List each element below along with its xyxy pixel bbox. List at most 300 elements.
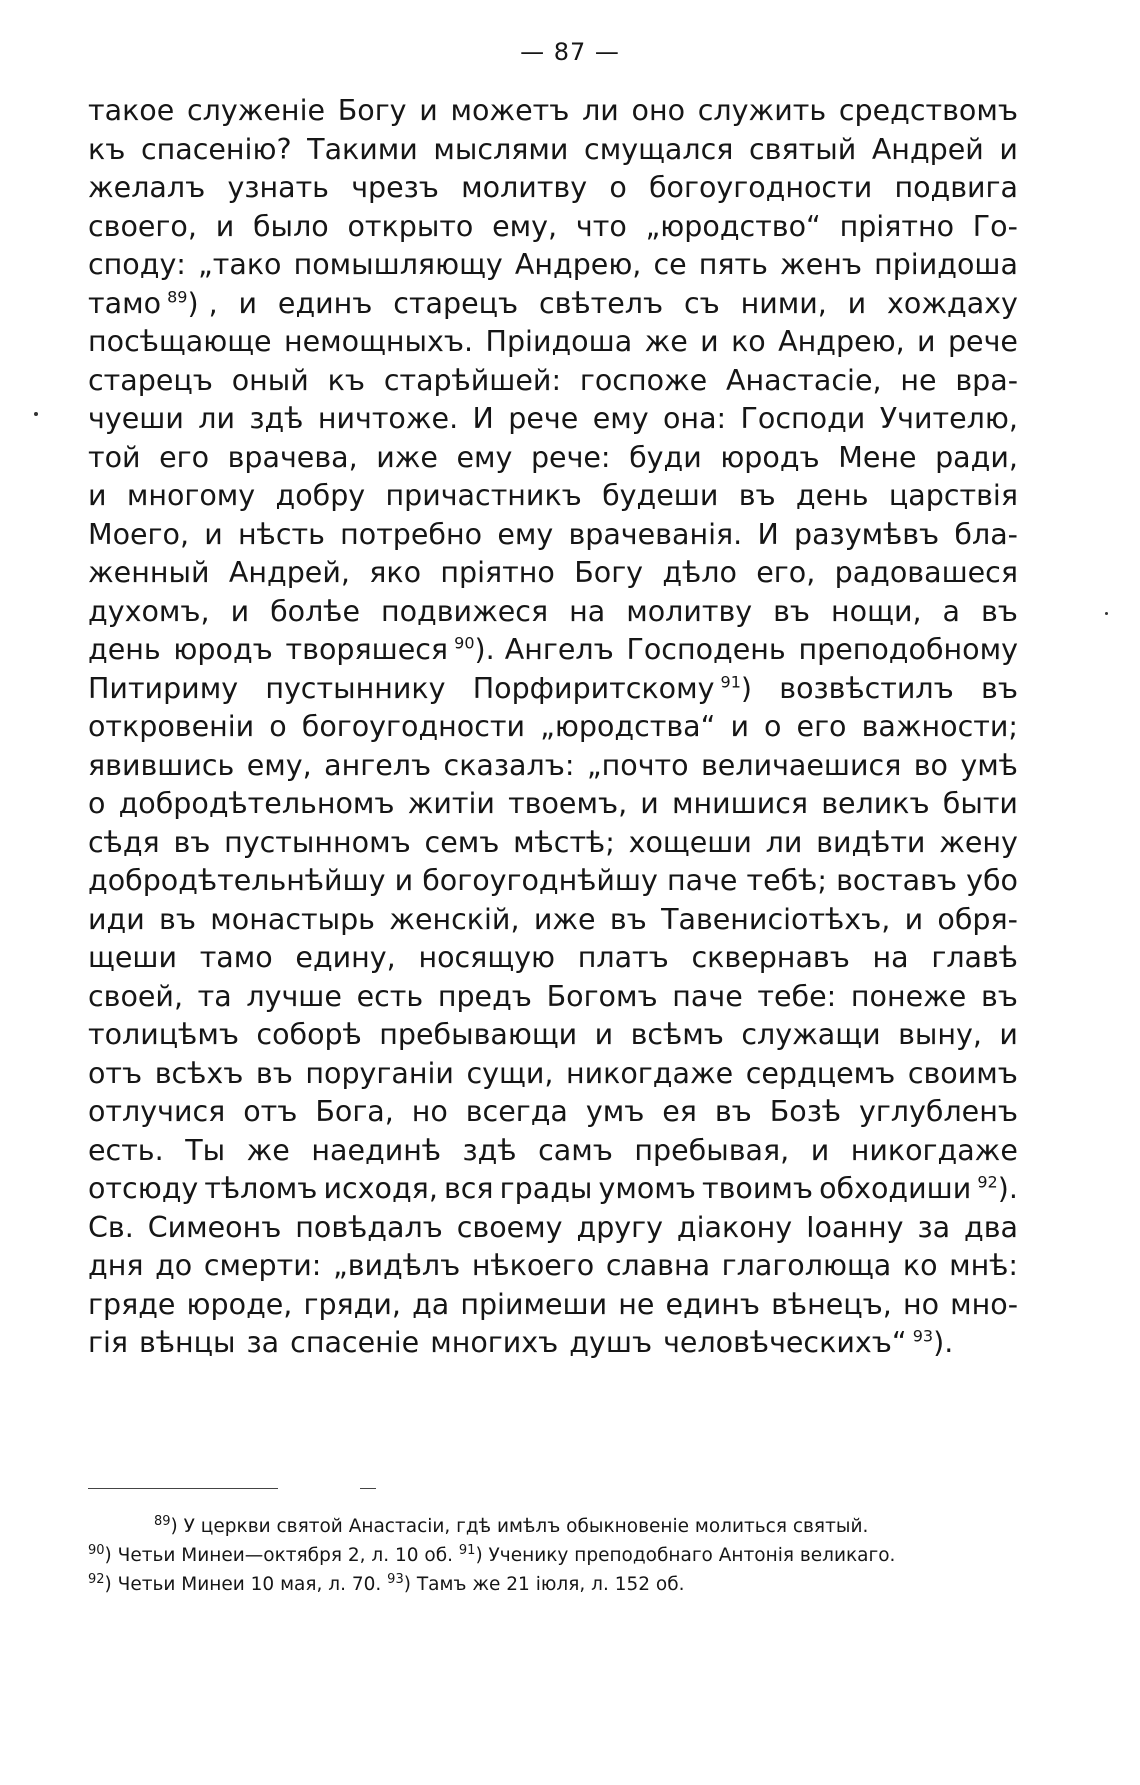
word: пребывая,	[634, 1133, 790, 1167]
text-line	[88, 439, 1018, 478]
word: и	[204, 517, 223, 551]
footnote-text: ) Четьи Минеи—октября 2, л. 10 об.	[104, 1545, 453, 1566]
word: здѣ	[462, 1133, 517, 1167]
word: хощеши	[628, 825, 752, 859]
text-line	[88, 1132, 1018, 1171]
word: наединѣ	[311, 1133, 442, 1167]
footnote-text: ) Ученику преподобнаго Антонія великаго.	[475, 1545, 896, 1566]
word: Го-	[972, 209, 1018, 243]
word: старѣйшей:	[383, 363, 562, 397]
word: діакону	[676, 1210, 793, 1244]
text-line	[88, 285, 1018, 324]
word: въ	[980, 979, 1018, 1013]
text-line	[88, 978, 1018, 1017]
word: величаешися	[701, 748, 902, 782]
footnote-ref[interactable]: 93	[906, 1326, 934, 1346]
word: юродъ	[173, 633, 273, 666]
word: своей,	[88, 979, 184, 1013]
word: многому	[126, 479, 256, 512]
text-line	[88, 1286, 1018, 1325]
word: „видѣлъ	[332, 1249, 461, 1282]
word: житіи	[407, 787, 495, 820]
word: сущи,	[466, 1056, 554, 1090]
word: госпоже	[579, 363, 708, 397]
word: богоугодности	[648, 171, 873, 204]
word: во	[913, 748, 948, 782]
footnote-ref[interactable]: 92	[971, 1172, 998, 1192]
text-line	[88, 169, 1018, 208]
word: его	[796, 710, 847, 743]
word: предъ	[437, 979, 532, 1013]
word: богоугодности	[301, 710, 526, 743]
word: Бога,	[315, 1095, 394, 1128]
word: къ	[88, 132, 126, 166]
word: о	[609, 171, 627, 204]
word: се	[653, 248, 687, 281]
word: ангелъ	[324, 748, 432, 782]
word: и	[419, 94, 438, 127]
word: пріимеши	[460, 1287, 608, 1321]
word: вѣнцы	[139, 1326, 236, 1359]
word: спасенію?	[140, 132, 292, 166]
word: Моего,	[88, 517, 190, 551]
text-line	[88, 1093, 1018, 1132]
word: за	[917, 1210, 951, 1244]
word: важности;	[861, 710, 1018, 743]
word: гряде	[88, 1287, 176, 1321]
word: мнишися	[671, 787, 809, 820]
word: ними,	[740, 286, 827, 320]
word: видѣти	[816, 825, 926, 859]
word: рече:	[530, 440, 611, 474]
word: старецъ	[88, 363, 213, 397]
word: умѣ	[960, 748, 1018, 782]
word: добродѣтельнѣйшу	[88, 864, 386, 897]
word: дѣло	[662, 556, 737, 589]
word: и	[394, 864, 414, 897]
word: „почто	[586, 748, 689, 782]
footnote-row	[88, 1512, 1023, 1541]
word: единъ	[277, 286, 373, 320]
word: преподобному	[798, 633, 1018, 666]
word: ко	[731, 325, 766, 358]
word: свѣтелъ	[539, 286, 664, 320]
word: смерти:	[203, 1249, 322, 1282]
footnote-number: 89	[154, 1513, 171, 1529]
word: буди	[629, 440, 702, 474]
text-line	[88, 862, 1018, 901]
footnote-text: ) У церкви святой Анастасіи, гдѣ имѣлъ обыкновеніе молиться святый.	[170, 1516, 869, 1537]
scan-speck	[34, 412, 38, 416]
word: оный	[231, 363, 309, 397]
word: углубленъ	[858, 1095, 1018, 1128]
word: Андрею,	[514, 248, 642, 281]
word: было	[252, 209, 329, 243]
word: въ	[255, 1056, 293, 1090]
word: о	[764, 710, 782, 743]
word: иже	[376, 440, 438, 474]
word: обходиши $^{92}$).	[819, 1172, 1018, 1205]
word: гія	[88, 1326, 129, 1359]
word: всѣмъ	[630, 1018, 724, 1051]
word: душъ	[569, 1326, 653, 1359]
word: чуеши	[88, 402, 184, 435]
word: вѣнецъ,	[771, 1287, 892, 1321]
word: Анастасіе,	[726, 363, 882, 397]
word: единъ	[665, 1287, 761, 1321]
word: семъ	[424, 825, 500, 859]
word: и	[810, 1133, 830, 1167]
word: откровеніи	[88, 710, 255, 743]
word: женъ	[780, 248, 862, 281]
word: сердцемъ	[745, 1056, 896, 1090]
word: пріятно	[839, 209, 955, 243]
word: яко	[369, 556, 422, 589]
word: въ	[714, 1095, 752, 1128]
word: спасеніе	[290, 1326, 420, 1359]
word: и	[730, 710, 749, 743]
text-line	[88, 131, 1018, 170]
word: поруганіи	[305, 1056, 454, 1090]
footnote-ref[interactable]: 90	[448, 633, 475, 653]
word: та	[197, 979, 232, 1013]
word: „юродства“	[540, 710, 716, 743]
word: исходя,	[323, 1172, 438, 1205]
word: Іоанну	[806, 1210, 904, 1244]
word: царствія	[888, 479, 1018, 512]
word: повѣдалъ	[295, 1210, 443, 1244]
text-line	[88, 785, 1018, 824]
word: Богу	[574, 556, 644, 589]
word: пустынномъ	[224, 825, 411, 859]
main-text	[88, 92, 1018, 1363]
word: мнѣ:	[949, 1249, 1018, 1282]
word: ему,	[246, 748, 312, 782]
text-line	[88, 747, 1018, 786]
word: есть	[356, 979, 424, 1013]
word: рече	[508, 402, 579, 435]
word: Ты	[185, 1133, 226, 1167]
word: врачеванія.	[568, 517, 743, 551]
word: мыслями	[433, 132, 569, 166]
word: и	[700, 325, 719, 358]
word: въ	[981, 671, 1018, 705]
word: въ	[609, 902, 647, 936]
word: въ	[980, 594, 1018, 628]
text-line	[88, 1055, 1018, 1094]
word: всѣхъ	[154, 1056, 244, 1090]
text-line	[88, 708, 1018, 747]
text-line	[88, 1170, 1018, 1209]
word: ли	[198, 402, 235, 435]
word: Господи	[740, 402, 866, 435]
word: узнать	[227, 171, 329, 204]
word: иже	[533, 902, 596, 936]
word: причастникъ	[385, 479, 582, 512]
word: средствомъ	[838, 94, 1018, 127]
word: Симеонъ	[147, 1210, 282, 1244]
word: умъ	[585, 1095, 645, 1128]
word: радовашеся	[834, 556, 1018, 589]
word: служить	[697, 94, 827, 127]
word: Пріидоша	[485, 325, 633, 358]
word: И	[757, 517, 779, 551]
word: но	[411, 1095, 448, 1128]
footnote-separator-dash	[360, 1488, 376, 1489]
word: и	[88, 479, 107, 512]
word: ничтоже.	[317, 402, 459, 435]
word: человѣческихъ“ $^{93}$).	[663, 1326, 954, 1359]
word: о	[88, 787, 106, 820]
word: Учителю,	[879, 402, 1018, 435]
word: творяшеся $^{90}$). Ангелъ	[285, 633, 614, 666]
word: „тако	[198, 248, 282, 281]
word: той	[88, 440, 141, 474]
text-line	[88, 323, 1018, 362]
word: что	[575, 209, 627, 243]
word: помышляющу	[293, 248, 503, 281]
word: платъ	[577, 941, 669, 974]
word: нѣкоего	[471, 1249, 595, 1282]
word: его	[159, 440, 210, 474]
text-line	[88, 670, 1018, 709]
text-line	[88, 631, 1018, 670]
word: многихъ	[430, 1326, 559, 1359]
word: дня	[88, 1249, 144, 1282]
word: сквернавъ	[691, 941, 850, 974]
word: въ	[159, 902, 196, 936]
page-number: — 87 —	[520, 38, 620, 66]
word: выну,	[898, 1018, 982, 1051]
word: добру	[275, 479, 366, 512]
word: „юродство“	[645, 209, 821, 243]
word: подвига	[894, 171, 1018, 204]
word: духомъ,	[88, 594, 210, 628]
footnote-ref[interactable]: 91	[714, 672, 741, 691]
word: за	[246, 1326, 280, 1359]
word: будеши	[602, 479, 719, 512]
word: пріятно	[440, 556, 555, 589]
word: Св.	[88, 1210, 134, 1244]
word: вся	[443, 1172, 494, 1205]
word: пріидоша	[874, 248, 1018, 281]
word: славна	[605, 1249, 711, 1282]
word: и	[594, 1018, 614, 1051]
word: ли	[582, 94, 619, 127]
word: такое	[88, 94, 175, 127]
word: самъ	[538, 1133, 613, 1167]
word: великъ	[821, 787, 930, 820]
word: умомъ	[598, 1172, 696, 1205]
word: и	[999, 1018, 1018, 1051]
word: Мене	[838, 440, 917, 474]
word: ему	[456, 440, 513, 474]
word: на	[569, 594, 606, 628]
footnote-number: 90	[88, 1542, 105, 1558]
scan-speck	[1105, 612, 1108, 615]
text-line	[88, 554, 1018, 593]
word: возвѣстилъ	[779, 671, 954, 705]
word: служащи	[741, 1018, 881, 1051]
word: и	[917, 325, 936, 358]
word: паче	[666, 864, 738, 897]
word: главѣ	[931, 941, 1018, 974]
word: тебе:	[757, 979, 837, 1013]
word: тамо	[199, 941, 273, 974]
word: всегда	[465, 1095, 568, 1128]
word: твоимъ	[702, 1172, 814, 1205]
word: сказалъ:	[443, 748, 575, 782]
word: подвижеся	[380, 594, 549, 628]
word: щеши	[88, 941, 177, 974]
word: и	[904, 902, 924, 936]
word: Бозѣ	[769, 1095, 842, 1128]
word: монастырь	[210, 902, 375, 936]
word: открыто	[347, 209, 474, 243]
word: мѣстѣ;	[513, 825, 615, 859]
word: день	[795, 479, 869, 512]
word: пустыннику	[265, 671, 446, 705]
word: и	[215, 209, 235, 243]
word: богоугоднѣйшу	[422, 864, 658, 897]
word: желалъ	[88, 171, 206, 204]
footnote-row	[88, 1541, 1023, 1570]
word: своимъ	[907, 1056, 1018, 1090]
word: отлучися	[88, 1095, 226, 1128]
word: Андрей	[871, 132, 984, 166]
word: отъ	[243, 1095, 298, 1128]
word: И	[472, 402, 494, 435]
word: мно-	[950, 1287, 1018, 1321]
word: твоемъ,	[508, 787, 628, 820]
word: день	[88, 633, 161, 666]
word: иди	[88, 902, 145, 936]
word: и	[847, 286, 867, 320]
footnote-text: ) Четьи Минеи 10 мая, л. 70.	[104, 1574, 382, 1595]
text-line	[88, 939, 1018, 978]
word: не	[900, 363, 937, 397]
word: можетъ	[450, 94, 570, 127]
word: ему,	[492, 209, 558, 243]
footnote-text: ) Тамъ же 21 іюля, л. 152 об.	[403, 1574, 685, 1595]
word: а	[942, 594, 960, 628]
word: и	[230, 594, 250, 628]
word: грады	[499, 1172, 593, 1205]
word: болѣе	[270, 594, 360, 628]
text-line	[88, 1324, 1018, 1363]
word: Такими	[307, 132, 418, 166]
word: потребно	[340, 517, 483, 551]
word: другу	[576, 1210, 663, 1244]
text-line	[88, 901, 1018, 940]
word: понеже	[850, 979, 967, 1013]
word: своему	[456, 1210, 563, 1244]
footnote-number: 92	[88, 1571, 105, 1587]
text-line	[88, 477, 1018, 516]
text-line	[88, 1247, 1018, 1286]
text-line	[88, 824, 1018, 863]
word: Порфиритскому $^{91}$)	[472, 671, 753, 705]
footnote-separator	[88, 1488, 278, 1489]
text-line	[88, 593, 1018, 632]
word: женскій,	[389, 902, 520, 936]
word: гряди,	[303, 1287, 401, 1321]
word: отсюду	[88, 1172, 199, 1205]
word: отъ	[88, 1056, 143, 1090]
word: же	[246, 1133, 290, 1167]
word: есть.	[88, 1133, 164, 1167]
word: Богомъ	[546, 979, 658, 1013]
word: немощныхъ.	[283, 325, 474, 358]
word: паче	[672, 979, 743, 1013]
word: нѣсть	[238, 517, 325, 551]
word: врачева,	[227, 440, 358, 474]
word: рече	[947, 325, 1018, 358]
word: женный	[88, 556, 210, 589]
word: въ	[773, 594, 811, 628]
word: въ	[738, 479, 776, 512]
word: же	[644, 325, 688, 358]
word: да	[412, 1287, 450, 1321]
word: жену	[939, 825, 1018, 859]
word: молитву	[626, 594, 753, 628]
word: своего,	[88, 209, 197, 243]
word: оно	[631, 94, 686, 127]
word: пребывающи	[379, 1018, 578, 1051]
word: нощи,	[831, 594, 922, 628]
word: ея	[662, 1095, 697, 1128]
word: явившись	[88, 748, 235, 782]
word: старецъ	[393, 286, 519, 320]
word: молитву	[461, 171, 588, 204]
word: въ	[173, 825, 211, 859]
text-line	[88, 208, 1018, 247]
word: добродѣтельномъ	[118, 787, 395, 820]
footnote-row	[88, 1570, 1023, 1599]
word: пять	[698, 248, 768, 281]
word: юроде,	[186, 1287, 293, 1321]
word: бла-	[954, 517, 1018, 551]
word: ли	[765, 825, 803, 859]
word: здѣ	[249, 402, 304, 435]
word: и	[999, 132, 1018, 166]
word: лучше	[246, 979, 342, 1013]
word: толицѣмъ	[88, 1018, 239, 1051]
word: до	[155, 1249, 193, 1282]
word: едину,	[295, 941, 396, 974]
word: не	[618, 1287, 655, 1321]
word: но	[902, 1287, 940, 1321]
word: Господень	[626, 633, 786, 666]
text-line	[88, 1016, 1018, 1055]
word: глаголюща	[721, 1249, 892, 1282]
word: ему	[592, 402, 649, 435]
word: Андрею,	[778, 325, 905, 358]
word: и	[640, 787, 659, 820]
word: хождаху	[887, 286, 1018, 320]
word: и	[238, 286, 258, 320]
footnote-number: 93	[387, 1571, 404, 1587]
word: служеніе	[186, 94, 326, 127]
footnote-ref[interactable]: 89	[161, 287, 188, 306]
word: воставъ	[836, 864, 958, 897]
word: посѣщающе	[88, 325, 272, 358]
footnotes	[88, 1512, 1023, 1599]
word: никогдаже	[566, 1056, 734, 1090]
word: Тавенисіотѣхъ,	[661, 902, 891, 936]
word: тамо $^{89}$) ,	[88, 286, 218, 320]
word: тебѣ;	[746, 864, 828, 897]
